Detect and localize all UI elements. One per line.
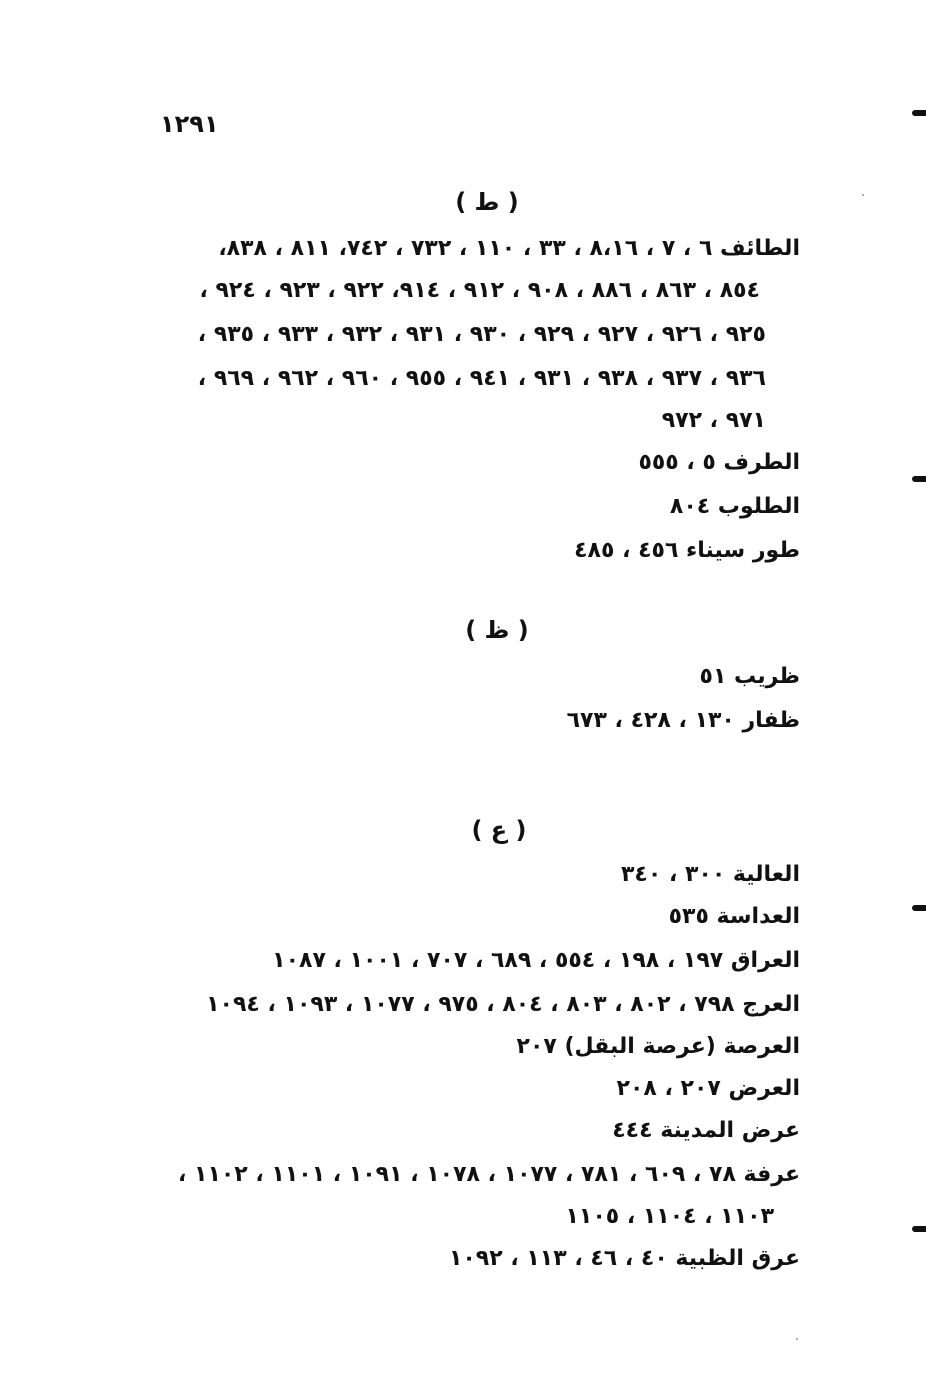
scan-edge-mark bbox=[912, 905, 926, 911]
index-entry-tur-sina: طور سيناء ٤٥٦ ، ٤٨٥ bbox=[574, 538, 800, 563]
index-entry-taif-cont-4: ٩٧١ ، ٩٧٢ bbox=[661, 408, 766, 433]
index-entry-arj: العرج ٧٩٨ ، ٨٠٢ ، ٨٠٣ ، ٨٠٤ ، ٩٧٥ ، ١٠٧٧ ، ١٠٩٣ ، ١٠٩٤ bbox=[206, 992, 800, 1017]
index-entry-ard: العرض ٢٠٧ ، ٢٠٨ bbox=[616, 1076, 800, 1101]
section-heading-ta: ( ط ) bbox=[455, 188, 519, 216]
index-entry-zafar: ظفار ١٣٠ ، ٤٢٨ ، ٦٧٣ bbox=[566, 708, 800, 733]
section-heading-za: ( ظ ) bbox=[465, 616, 529, 644]
scan-edge-mark bbox=[912, 476, 926, 482]
index-entry-iraq: العراق ١٩٧ ، ١٩٨ ، ٥٥٤ ، ٦٨٩ ، ٧٠٧ ، ١٠٠١ ، ١٠٨٧ bbox=[272, 948, 800, 973]
scan-dust bbox=[862, 194, 864, 196]
scan-edge-mark bbox=[912, 1226, 926, 1232]
index-entry-taif-cont-3: ٩٣٦ ، ٩٣٧ ، ٩٣٨ ، ٩٣١ ، ٩٤١ ، ٩٥٥ ، ٩٦٠ ، ٩٦٢ ، ٩٦٩ ، bbox=[197, 366, 766, 391]
index-entry-taraf: الطرف ٥ ، ٥٥٥ bbox=[638, 450, 800, 475]
index-entry-arafa: عرفة ٧٨ ، ٦٠٩ ، ٧٨١ ، ١٠٧٧ ، ١٠٧٨ ، ١٠٩١ ، ١١٠١ ، ١١٠٢ ، bbox=[177, 1162, 800, 1187]
scan-edge-mark bbox=[912, 110, 926, 116]
index-entry-ard-madina: عرض المدينة ٤٤٤ bbox=[612, 1118, 800, 1143]
index-entry-tulub: الطلوب ٨٠٤ bbox=[669, 494, 800, 519]
section-heading-ain: ( ع ) bbox=[471, 816, 527, 844]
index-entry-arafa-cont: ١١٠٣ ، ١١٠٤ ، ١١٠٥ bbox=[565, 1204, 774, 1229]
index-entry-adasa: العداسة ٥٣٥ bbox=[668, 904, 800, 929]
page-number: ١٢٩١ bbox=[160, 110, 219, 138]
index-entry-taif-cont-2: ٩٢٥ ، ٩٢٦ ، ٩٢٧ ، ٩٢٩ ، ٩٣٠ ، ٩٣١ ، ٩٣٢ ، ٩٣٣ ، ٩٣٥ ، bbox=[197, 322, 766, 347]
index-entry-irq-zabya: عرق الظبية ٤٠ ، ٤٦ ، ١١٣ ، ١٠٩٢ bbox=[448, 1246, 800, 1271]
index-entry-zarib: ظريب ٥١ bbox=[699, 664, 800, 689]
scan-dust bbox=[796, 1338, 798, 1340]
index-entry-arsa: العرصة (عرصة البقل) ٢٠٧ bbox=[516, 1034, 800, 1059]
index-entry-aliya: العالية ٣٠٠ ، ٣٤٠ bbox=[620, 862, 800, 887]
index-entry-taif-cont-1: ٨٥٤ ، ٨٦٣ ، ٨٨٦ ، ٩٠٨ ، ٩١٢ ، ٩١٤، ٩٢٢ ، ٩٢٣ ، ٩٢٤ ، bbox=[199, 278, 760, 303]
index-entry-taif: الطائف ٦ ، ٧ ، ٨،١٦ ، ٣٣ ، ١١٠ ، ٧٣٢ ، ٧٤٢، ٨١١ ، ٨٣٨، bbox=[218, 236, 800, 261]
